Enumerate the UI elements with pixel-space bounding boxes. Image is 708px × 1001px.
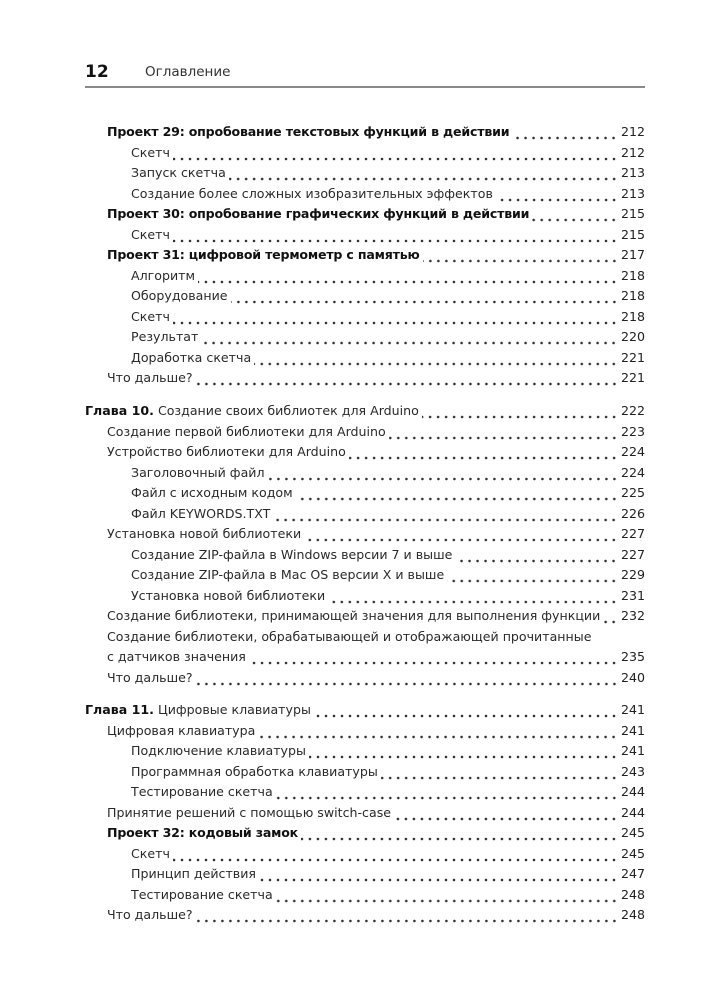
toc-entry [85,327,645,348]
entry-page-number: 241 [620,722,645,738]
entry-title: Алгоритм [131,267,196,283]
dot-leader [532,204,618,225]
entry-title: Скетч [131,226,170,242]
toc-section [85,401,645,688]
entry-title: Файл с исходным кодом [131,485,293,500]
chapter-title: Цифровые клавиатуры [157,702,311,717]
toc-entry [85,422,645,443]
toc-entry [85,606,645,627]
running-header [85,62,645,88]
entry-page-number: 227 [620,526,645,541]
toc-entry [85,844,645,865]
entry-page-number: 213 [620,165,645,180]
dot-leader [349,442,618,463]
dot-leader [276,885,618,906]
toc-entry [85,627,645,648]
entry-title [85,401,419,422]
toc-entry [85,803,645,824]
entry-page-number: 221 [620,349,645,365]
entry-title: Запуск скетча [131,165,226,180]
entry-page-number: 222 [620,403,645,418]
toc-entry [85,463,645,484]
entry-page-number: 218 [620,308,645,324]
dot-leader [173,844,618,865]
dot-leader [381,762,618,783]
dot-leader [276,782,618,803]
toc-entry [85,122,645,143]
dot-leader [394,803,618,824]
dot-leader [231,286,618,307]
dot-leader [196,668,618,689]
entry-page-number: 235 [620,649,645,664]
toc-entry [85,721,645,742]
dot-leader [603,606,618,627]
entry-title: Результат [131,329,199,344]
toc-entry [85,442,645,463]
entry-title: Установка новой библиотеки [131,587,326,603]
toc-entry [85,307,645,328]
entry-title: Заголовочный файл [131,464,265,480]
entry-title: Проект 31: цифровой термометр с памятью [107,247,420,262]
entry-title: Скетч [131,845,170,861]
entry-page-number: 231 [620,587,645,603]
entry-title: Что дальше? [107,907,193,922]
entry-title: Цифровая клавиатура [107,722,256,738]
entry-page-number: 212 [620,144,645,160]
entry-page-number: 218 [620,288,645,303]
dot-leader [229,163,618,184]
entry-title [85,700,311,721]
entry-title: Создание первой библиотеки для Arduino [107,423,386,439]
toc-entry [85,286,645,307]
toc-entry [85,586,645,607]
entry-title: Устройство библиотеки для Arduino [107,444,346,459]
dot-leader [201,327,618,348]
toc-entry [85,647,645,668]
entry-page-number: 227 [620,546,645,562]
entry-title: Что дальше? [107,370,193,385]
entry-title: Скетч [131,144,170,160]
toc-entry [85,163,645,184]
entry-title: Доработка скетча [131,349,252,365]
entry-page-number: 245 [620,825,645,840]
entry-page-number: 241 [620,702,645,717]
entry-page-number: 248 [620,886,645,902]
dot-leader [259,864,618,885]
dot-leader [173,225,618,246]
entry-title: Проект 29: опробование текстовых функций в действии [107,124,510,139]
entry-page-number: 224 [620,464,645,480]
dot-leader [422,401,618,422]
toc-entry [85,741,645,762]
entry-title: Проект 30: опробование графических функций в действии [107,206,530,221]
entry-title: Создание библиотеки, обрабатывающей и отображающей прочитанные [107,628,592,644]
dot-leader [455,545,618,566]
chapter-label: Глава 10. [85,403,154,418]
entry-page-number: 221 [620,370,645,385]
entry-title: Принятие решений с помощью switch-case [107,804,392,820]
entry-page-number: 229 [620,567,645,582]
entry-page-number: 213 [620,185,645,201]
dot-leader [328,586,618,607]
entry-page-number: 243 [620,763,645,779]
entry-page-number: 225 [620,485,645,500]
entry-page-number: 226 [620,505,645,521]
toc-entry [85,225,645,246]
chapter-label: Глава 11. [85,702,154,717]
toc-entry [85,668,645,689]
dot-leader [447,565,618,586]
entry-title: Что дальше? [107,669,193,685]
running-title: Оглавление [145,64,231,80]
dot-leader [423,245,618,266]
entry-title: Оборудование [131,288,228,303]
dot-leader [314,700,618,721]
dot-leader [196,905,618,926]
dot-leader [198,266,618,287]
toc-entry [85,483,645,504]
entry-title: Подключение клавиатуры [131,743,306,758]
toc-section [85,122,645,389]
entry-page-number: 241 [620,743,645,758]
page-number: 12 [85,62,109,82]
entry-title: Создание библиотеки, принимающей значения для выполнения функции [107,608,601,623]
dot-leader [249,647,618,668]
entry-title: Создание ZIP-файла в Mac OS версии X и выше [131,567,445,582]
toc-entry [85,504,645,525]
entry-page-number: 244 [620,784,645,799]
dot-leader [268,463,618,484]
entry-title: Программная обработка клавиатуры [131,763,378,779]
entry-page-number: 224 [620,444,645,459]
toc-entry [85,782,645,803]
entry-page-number: 212 [620,124,645,139]
entry-page-number: 218 [620,267,645,283]
dot-leader [512,122,618,143]
entry-title: Файл KEYWORDS.TXT [131,505,271,521]
toc-entry [85,266,645,287]
dot-leader [173,307,618,328]
entry-title: Тестирование скетча [131,784,273,799]
toc-entry [85,565,645,586]
toc-entry [85,885,645,906]
entry-page-number: 247 [620,866,645,881]
toc-entry [85,905,645,926]
entry-page-number: 223 [620,423,645,439]
entry-title: Проект 32: кодовый замок [107,825,299,840]
dot-leader [258,721,618,742]
entry-page-number: 244 [620,804,645,820]
entry-page-number: 215 [620,206,645,221]
toc-entry [85,204,645,225]
entry-page-number: 232 [620,608,645,623]
toc-entry [85,524,645,545]
entry-page-number: 215 [620,226,645,242]
dot-leader [173,143,618,164]
dot-leader [496,184,618,205]
toc-entry [85,245,645,266]
toc-entry [85,368,645,389]
entry-title: Скетч [131,308,170,324]
entry-page-number: 245 [620,845,645,861]
toc-entry [85,184,645,205]
entry-page-number: 240 [620,669,645,685]
toc-entry [85,864,645,885]
toc-entry [85,545,645,566]
dot-leader [296,483,618,504]
entry-title: Создание более сложных изобразительных эффектов [131,185,493,201]
dot-leader [254,348,618,369]
toc-entry [85,762,645,783]
dot-leader [196,368,618,389]
entry-page-number: 220 [620,329,645,344]
toc-section [85,700,645,926]
entry-title: Тестирование скетча [131,886,273,902]
entry-title: с датчиков значения [107,649,246,664]
entry-page-number: 217 [620,247,645,262]
dot-leader [301,823,618,844]
dot-leader [309,741,618,762]
dot-leader [273,504,618,525]
entry-title: Создание ZIP-файла в Windows версии 7 и выше [131,546,453,562]
dot-leader [389,422,618,443]
toc-chapter-entry [85,401,645,422]
toc-entry [85,143,645,164]
toc-entry [85,348,645,369]
entry-title: Установка новой библиотеки [107,526,302,541]
toc-chapter-entry [85,700,645,721]
toc-entry [85,823,645,844]
dot-leader [304,524,618,545]
entry-title: Принцип действия [131,866,256,881]
entry-page-number: 248 [620,907,645,922]
chapter-title: Создание своих библиотек для Arduino [157,403,419,418]
